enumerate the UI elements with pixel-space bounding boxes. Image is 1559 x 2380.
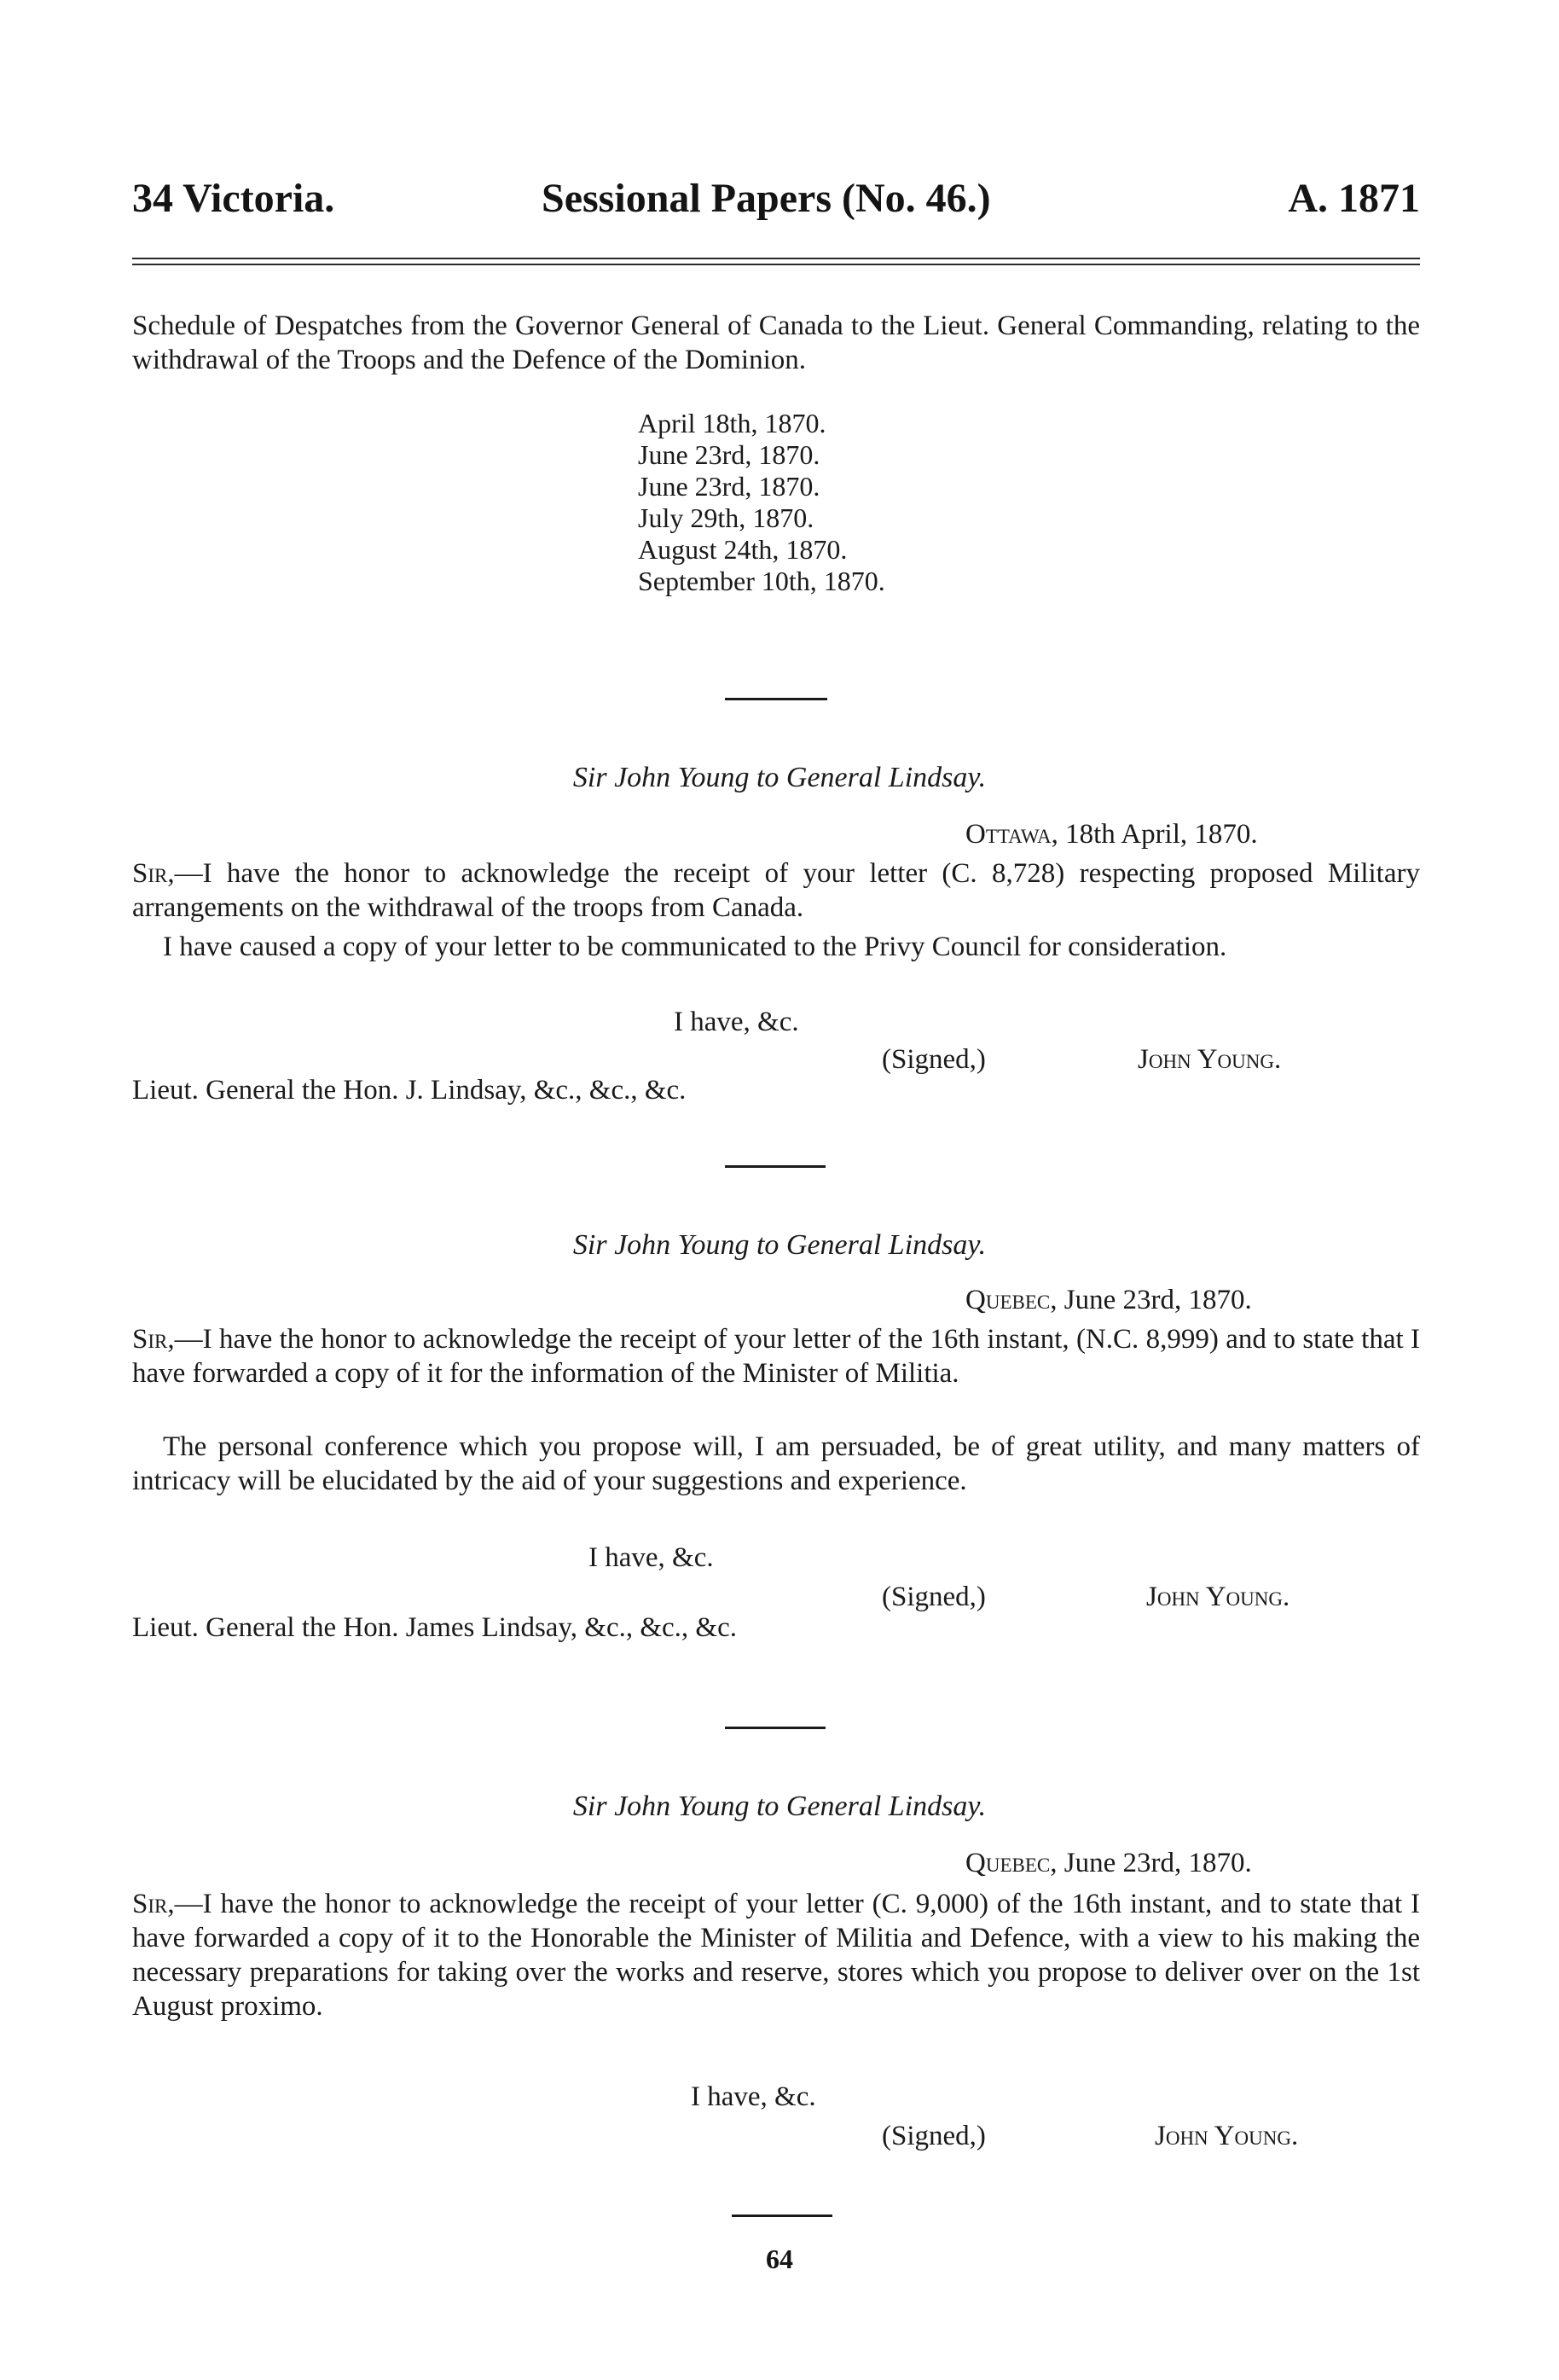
letter-date: June 23rd, 1870. xyxy=(1063,1285,1252,1315)
letter-paragraph: The personal conference which you propose will, I am persuaded, be of great utility, and many matters of intricacy will be elucidated by the aid of your suggestions and experience. xyxy=(132,1431,1420,1496)
section-rule xyxy=(732,2215,832,2217)
letter-signed: (Signed,) xyxy=(882,1582,986,1612)
schedule-date: August 24th, 1870. xyxy=(638,534,848,565)
page-number: 64 xyxy=(766,2244,793,2274)
letter-salutation: Sir, xyxy=(132,1324,175,1355)
letter-signature: John Young. xyxy=(1146,1582,1290,1612)
letter-signature: John Young. xyxy=(1138,1044,1282,1075)
letter-body xyxy=(132,1322,1420,1390)
schedule-date: June 23rd, 1870. xyxy=(638,471,820,502)
section-rule xyxy=(725,1165,826,1168)
section-rule xyxy=(725,1727,826,1729)
section-rule xyxy=(725,698,827,700)
letter-paragraph: I have caused a copy of your letter to be communicated to the Privy Council for consideration. xyxy=(163,932,1227,962)
letter-signed: (Signed,) xyxy=(882,2121,986,2151)
letter-addressee: Lieut. General the Hon. James Lindsay, &c., &c., &c. xyxy=(132,1612,737,1643)
schedule-date: September 10th, 1870. xyxy=(638,566,885,596)
letter-body xyxy=(132,856,1420,925)
letter-salutation: Sir, xyxy=(132,1889,175,1919)
header-year: A. 1871 xyxy=(1288,176,1420,221)
letter-date: 18th April, 1870. xyxy=(1065,819,1258,850)
letter-heading: Sir John Young to General Lindsay. xyxy=(572,1791,987,1822)
letter-dateline xyxy=(965,1846,1252,1880)
letter-paragraph: —I have the honor to acknowledge the receipt of your letter (C. 8,728) respecting proposed Military arrangements on the withdrawal of the troops from Canada. xyxy=(132,858,1420,923)
letter-heading: Sir John Young to General Lindsay. xyxy=(572,1229,987,1261)
header-session: 34 Victoria. xyxy=(132,176,335,221)
letter-closing: I have, &c. xyxy=(588,1542,714,1573)
schedule-date: June 23rd, 1870. xyxy=(638,439,820,470)
header-double-rule xyxy=(132,258,1420,265)
letter-heading: Sir John Young to General Lindsay. xyxy=(572,762,987,793)
schedule-dates xyxy=(638,408,885,597)
letter-dateline xyxy=(965,817,1258,851)
running-header xyxy=(132,175,1420,226)
letter-signed: (Signed,) xyxy=(882,1044,986,1075)
letter-salutation: Sir, xyxy=(132,858,175,889)
schedule-title: Schedule of Despatches from the Governor General of Canada to the Lieut. General Commanding, relating to the withdrawal of the Troops and the Defence of the Dominion. xyxy=(132,311,1420,375)
letter-paragraph: —I have the honor to acknowledge the receipt of your letter of the 16th instant, (N.C. 8,999) and to state that I have forwarded a copy of it for the information of the Minister of Militia. xyxy=(132,1324,1420,1389)
schedule-date: July 29th, 1870. xyxy=(638,502,814,533)
letter-place: Ottawa, xyxy=(965,819,1058,850)
letter-signature: John Young. xyxy=(1155,2121,1299,2151)
letter-dateline xyxy=(965,1283,1252,1317)
letter-closing: I have, &c. xyxy=(691,2081,816,2112)
letter-place: Quebec, xyxy=(965,1285,1058,1315)
letter-paragraph: —I have the honor to acknowledge the receipt of your letter (C. 9,000) of the 16th instant, and to state that I have forwarded a copy of it to the Honorable the Minister of Militia and Defence, with a view to his making the necessary preparations for taking over the works and reserve, stores which you propose to deliver over on the 1st August proximo. xyxy=(132,1889,1420,2022)
letter-addressee: Lieut. General the Hon. J. Lindsay, &c., &c., &c. xyxy=(132,1075,687,1106)
letter-date: June 23rd, 1870. xyxy=(1063,1848,1252,1878)
schedule-date: April 18th, 1870. xyxy=(638,408,826,438)
header-title: Sessional Papers (No. 46.) xyxy=(542,176,991,221)
letter-body xyxy=(132,1887,1420,2023)
letter-closing: I have, &c. xyxy=(674,1007,799,1037)
letter-place: Quebec, xyxy=(965,1848,1058,1878)
